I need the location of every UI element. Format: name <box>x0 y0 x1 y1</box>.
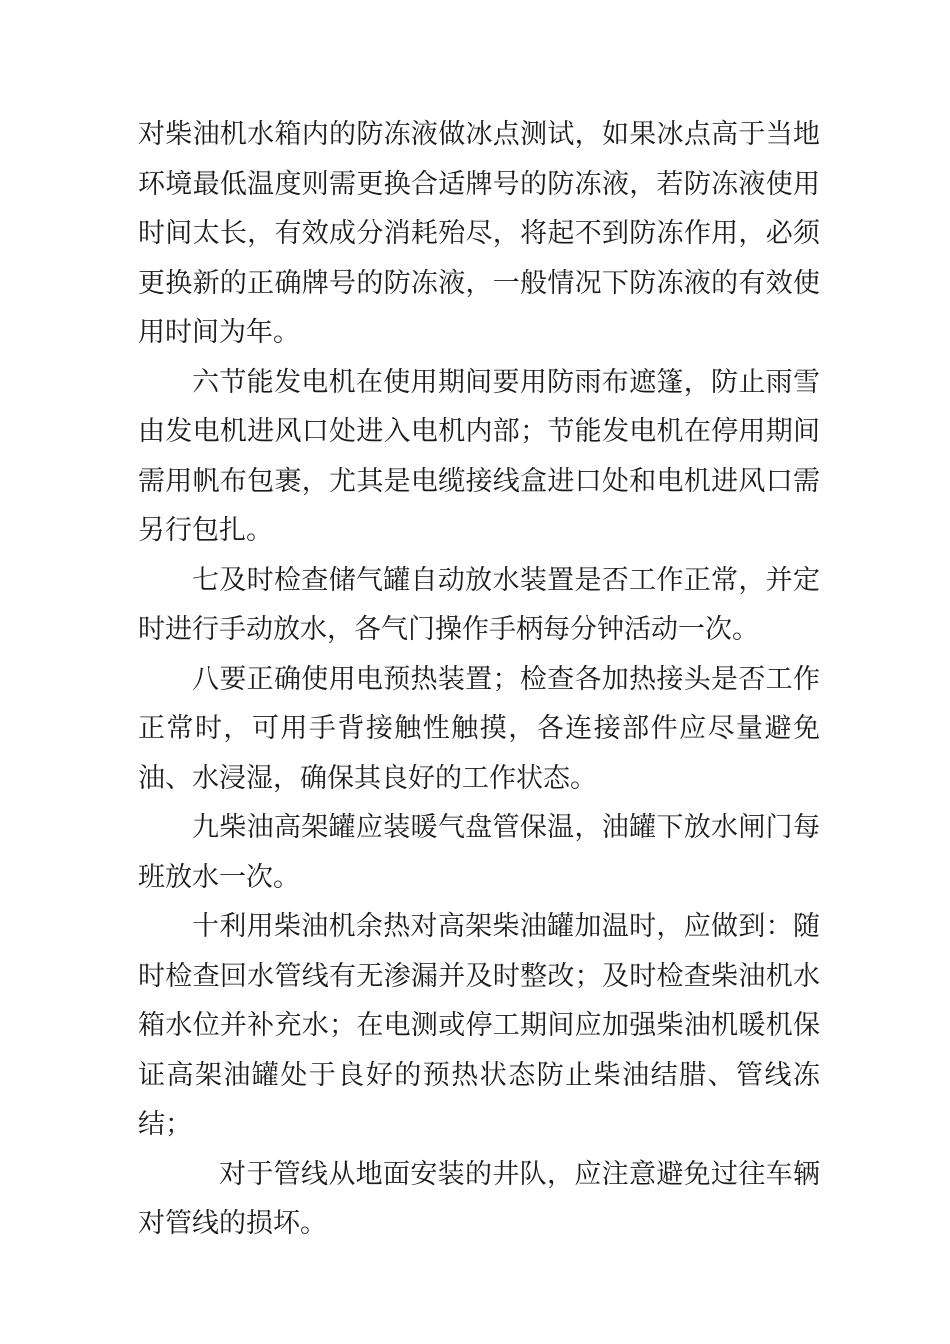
paragraph-antifreeze: 对柴油机水箱内的防冻液做冰点测试，如果冰点高于当地环境最低温度则需更换合适牌号的防冻液，若防冻液使用时间太长，有效成分消耗殆尽，将起不到防冻作用，必须更换新的正确牌号的防冻液，一般情况下防冻液的有效使用时间为年。 <box>138 119 820 348</box>
paragraph-pipeline: 对于管线从地面安装的井队，应注意避免过往车辆对管线的损坏。 <box>138 1158 820 1239</box>
paragraph-item-9: 九柴油高架罐应装暖气盘管保温，油罐下放水闸门每班放水一次。 <box>138 812 820 893</box>
body-text <box>138 110 820 1249</box>
paragraph-item-8: 八要正确使用电预热装置；检查各加热接头是否工作正常时，可用手背接触性触摸，各连接部件应尽量避免油、水浸湿，确保其良好的工作状态。 <box>138 663 820 794</box>
paragraph-item-7: 七及时检查储气罐自动放水装置是否工作正常，并定时进行手动放水，各气门操作手柄每分钟活动一次。 <box>138 564 820 645</box>
paragraph-item-10: 十利用柴油机余热对高架柴油罐加温时，应做到：随时检查回水管线有无渗漏并及时整改；及时检查柴油机水箱水位并补充水；在电测或停工期间应加强柴油机暖机保证高架油罐处于良好的预热状态防止柴油结腊、管线冻结； <box>138 911 820 1140</box>
paragraph-item-6: 六节能发电机在使用期间要用防雨布遮篷，防止雨雪由发电机进风口处进入电机内部；节能发电机在停用期间需用帆布包裹，尤其是电缆接线盒进口处和电机进风口需另行包扎。 <box>138 366 820 546</box>
